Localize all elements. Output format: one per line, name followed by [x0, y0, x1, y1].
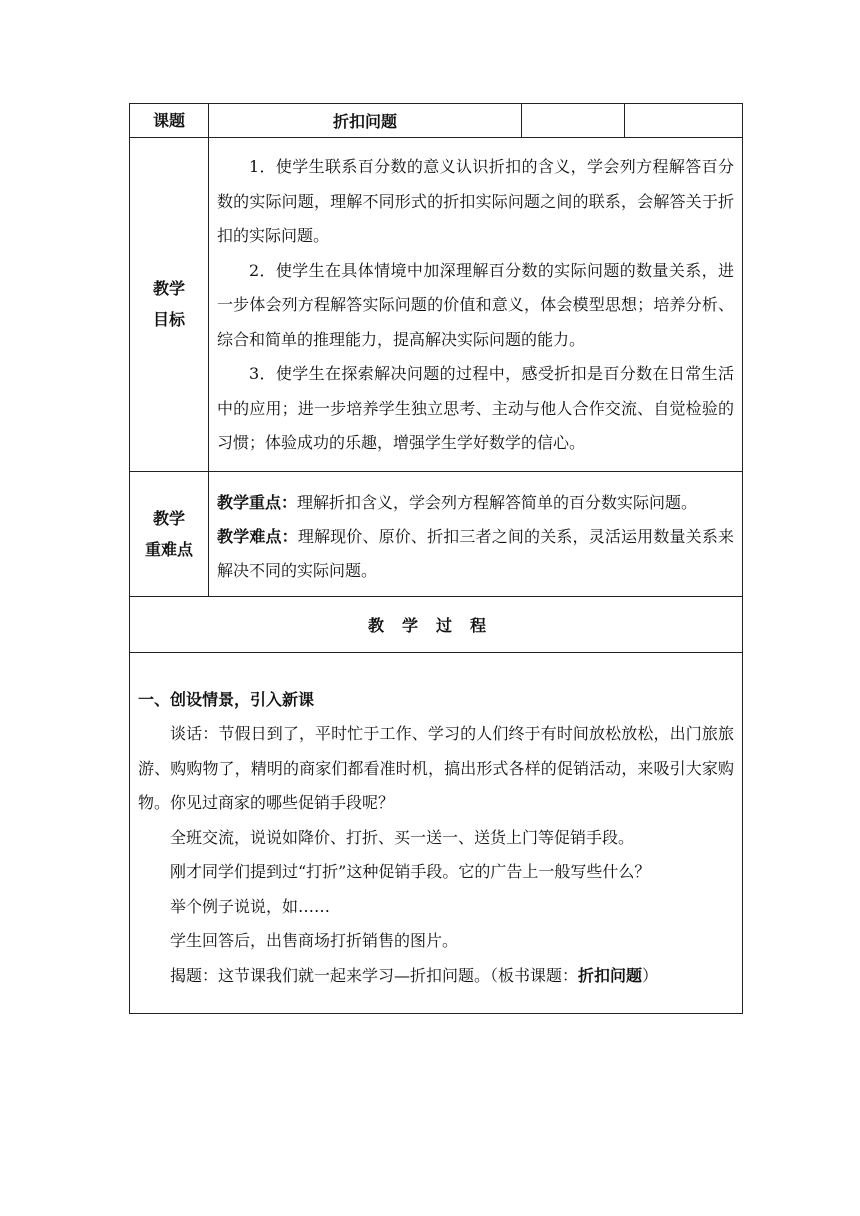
- keypoints-label-line2: 重难点: [144, 539, 193, 559]
- lesson-plan-table: [129, 103, 743, 1014]
- topic-row: [130, 104, 743, 138]
- reveal-close: ）: [642, 965, 659, 985]
- objectives-label-line1: 教学: [152, 279, 185, 299]
- reveal-text: 揭题：这节课我们就一起来学习—折扣问题。（板书课题：: [170, 965, 579, 985]
- key-point-label: 教学重点：: [217, 492, 298, 512]
- keypoints-row: [130, 471, 743, 596]
- keypoints-label-line1: 教学: [152, 508, 185, 528]
- topic-title: 折扣问题: [209, 104, 522, 138]
- key-point-text: 理解折扣含义，学会列方程解答简单的百分数实际问题。: [297, 492, 698, 512]
- topic-label: 课题: [130, 104, 209, 138]
- section-title: 一、创设情景，引入新课: [138, 689, 315, 709]
- process-paragraph: 谈话：节假日到了，平时忙于工作、学习的人们终于有时间放松放松，出门旅旅游、购购物了，精明的商家们都看准时机，搞出形式各样的促销活动，来吸引大家购物。你见过商家的哪些促销手段呢？: [138, 724, 734, 812]
- empty-cell-2: [625, 104, 743, 138]
- objectives-label-line2: 目标: [152, 310, 185, 330]
- objective-item: 3．使学生在探索解决问题的过程中，感受折扣是百分数在日常生活中的应用；进一步培养学生独立思考、主动与他人合作交流、自觉检验的习惯；体验成功的乐趣，增强学生学好数学的信心。: [217, 364, 734, 452]
- objective-item: 1．使学生联系百分数的意义认识折扣的含义，学会列方程解答百分数的实际问题，理解不同形式的折扣实际问题之间的联系，会解答关于折扣的实际问题。: [217, 157, 734, 245]
- empty-cell-1: [522, 104, 625, 138]
- process-row: [130, 652, 743, 1014]
- process-heading-row: [130, 596, 743, 652]
- process-paragraph: 学生回答后，出售商场打折销售的图片。: [170, 931, 459, 950]
- objective-item: 2．使学生在具体情境中加深理解百分数的实际问题的数量关系，进一步体会列方程解答实际问题的价值和意义，体会模型思想；培养分析、综合和简单的推理能力，提高解决实际问题的能力。: [217, 260, 734, 349]
- reveal-paragraph: [138, 959, 734, 994]
- process-heading: 教学过程: [130, 596, 743, 652]
- objectives-content: [209, 138, 743, 472]
- difficulty-point: [217, 520, 734, 588]
- difficulty-label: 教学难点：: [217, 526, 298, 546]
- process-paragraph: 全班交流，说说如降价、打折、买一送一、送货上门等促销手段。: [170, 827, 635, 847]
- objectives-row: [130, 138, 743, 472]
- key-point: [217, 486, 734, 520]
- objectives-label: [130, 138, 209, 472]
- reveal-bold: 折扣问题: [578, 965, 643, 985]
- difficulty-text: 理解现价、原价、折扣三者之间的关系，灵活运用数量关系来解决不同的实际问题。: [217, 526, 734, 580]
- process-content: [130, 652, 743, 1014]
- process-paragraph: 刚才同学们提到过“打折”这种促销手段。它的广告上一般写些什么？: [170, 862, 651, 881]
- keypoints-label: [130, 471, 209, 596]
- keypoints-content: [209, 471, 743, 596]
- process-paragraph: 举个例子说说，如……: [170, 896, 331, 916]
